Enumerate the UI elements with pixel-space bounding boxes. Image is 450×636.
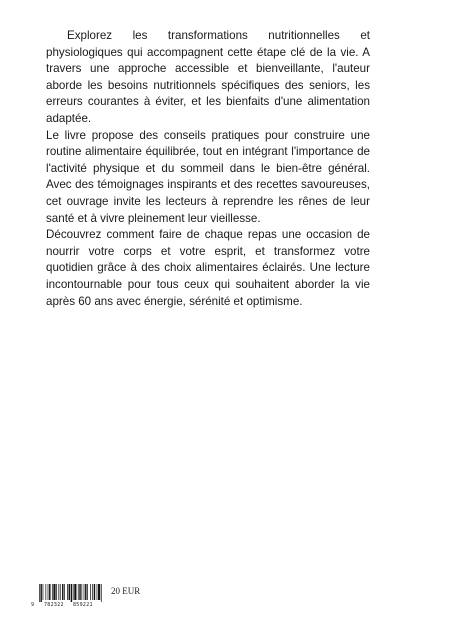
barcode-bar (39, 584, 40, 602)
barcode-bar (40, 584, 41, 602)
barcode-bar (87, 584, 88, 600)
barcode-bar (81, 584, 82, 600)
barcode-right-group: 859221 (73, 602, 93, 608)
isbn-barcode (31, 584, 103, 610)
barcode-bar (60, 584, 61, 600)
barcode-bar (58, 584, 59, 600)
barcode-bar (62, 584, 63, 600)
barcode-bar (90, 584, 91, 600)
barcode-bar (56, 584, 57, 600)
description-paragraph-advice: Le livre propose des conseils pratiques pour construire une routine alimentaire équilibrée, tout en intégrant l'importance de l'activité physique et du sommeil dans le bien-être général. Avec des témoignages inspirants et des recettes savoureuses, cet ouvrage invite les lecteurs à reprendre les rênes de leur santé et à vivre pleinement leur vieillesse. (46, 128, 370, 225)
barcode-bar (98, 584, 100, 600)
barcode-bar (49, 584, 50, 600)
barcode-first-digit: 9 (31, 602, 35, 608)
barcode-bar (79, 584, 80, 600)
barcode-bar (97, 584, 98, 600)
price-label: 20 EUR (111, 586, 141, 596)
barcode-digits (31, 601, 103, 609)
barcode-bar (69, 584, 70, 600)
barcode-bar (84, 584, 85, 600)
barcode-bar (92, 584, 93, 600)
barcode-bar (78, 584, 79, 600)
barcode-bar (94, 584, 95, 600)
barcode-bar (71, 584, 72, 602)
barcode-bars (31, 584, 103, 602)
barcode-bar (64, 584, 65, 600)
barcode-bar (43, 584, 44, 600)
barcode-bar (85, 584, 86, 600)
barcode-bar (48, 584, 49, 600)
back-cover-description (46, 28, 370, 310)
description-paragraph-intro: Explorez les transformations nutritionnelles et physiologiques qui accompagnent cette étape clé de la vie. A travers une approche accessible et bienveillante, l'auteur aborde les besoins nutritionnels spécifiques des seniors, les erreurs courantes à éviter, et les bienfaits d'une alimentation adaptée. (46, 29, 370, 125)
barcode-bar (45, 584, 46, 600)
barcode-left-group: 782322 (44, 602, 64, 608)
barcode-bar (53, 584, 55, 600)
barcode-bar (74, 584, 76, 600)
barcode-bar (73, 584, 74, 600)
description-paragraph-conclusion: Découvrez comment faire de chaque repas une occasion de nourrir votre corps et votre esprit, et transformez votre quotidien grâce à des choix alimentaires éclairés. Une lecture incontournable pour tous ceux qui souhaitent aborder la vie après 60 ans avec énergie, sérénité et optimisme. (46, 228, 370, 308)
barcode-bar (67, 584, 68, 600)
barcode-bar (101, 584, 102, 602)
barcode-bar (52, 584, 53, 600)
